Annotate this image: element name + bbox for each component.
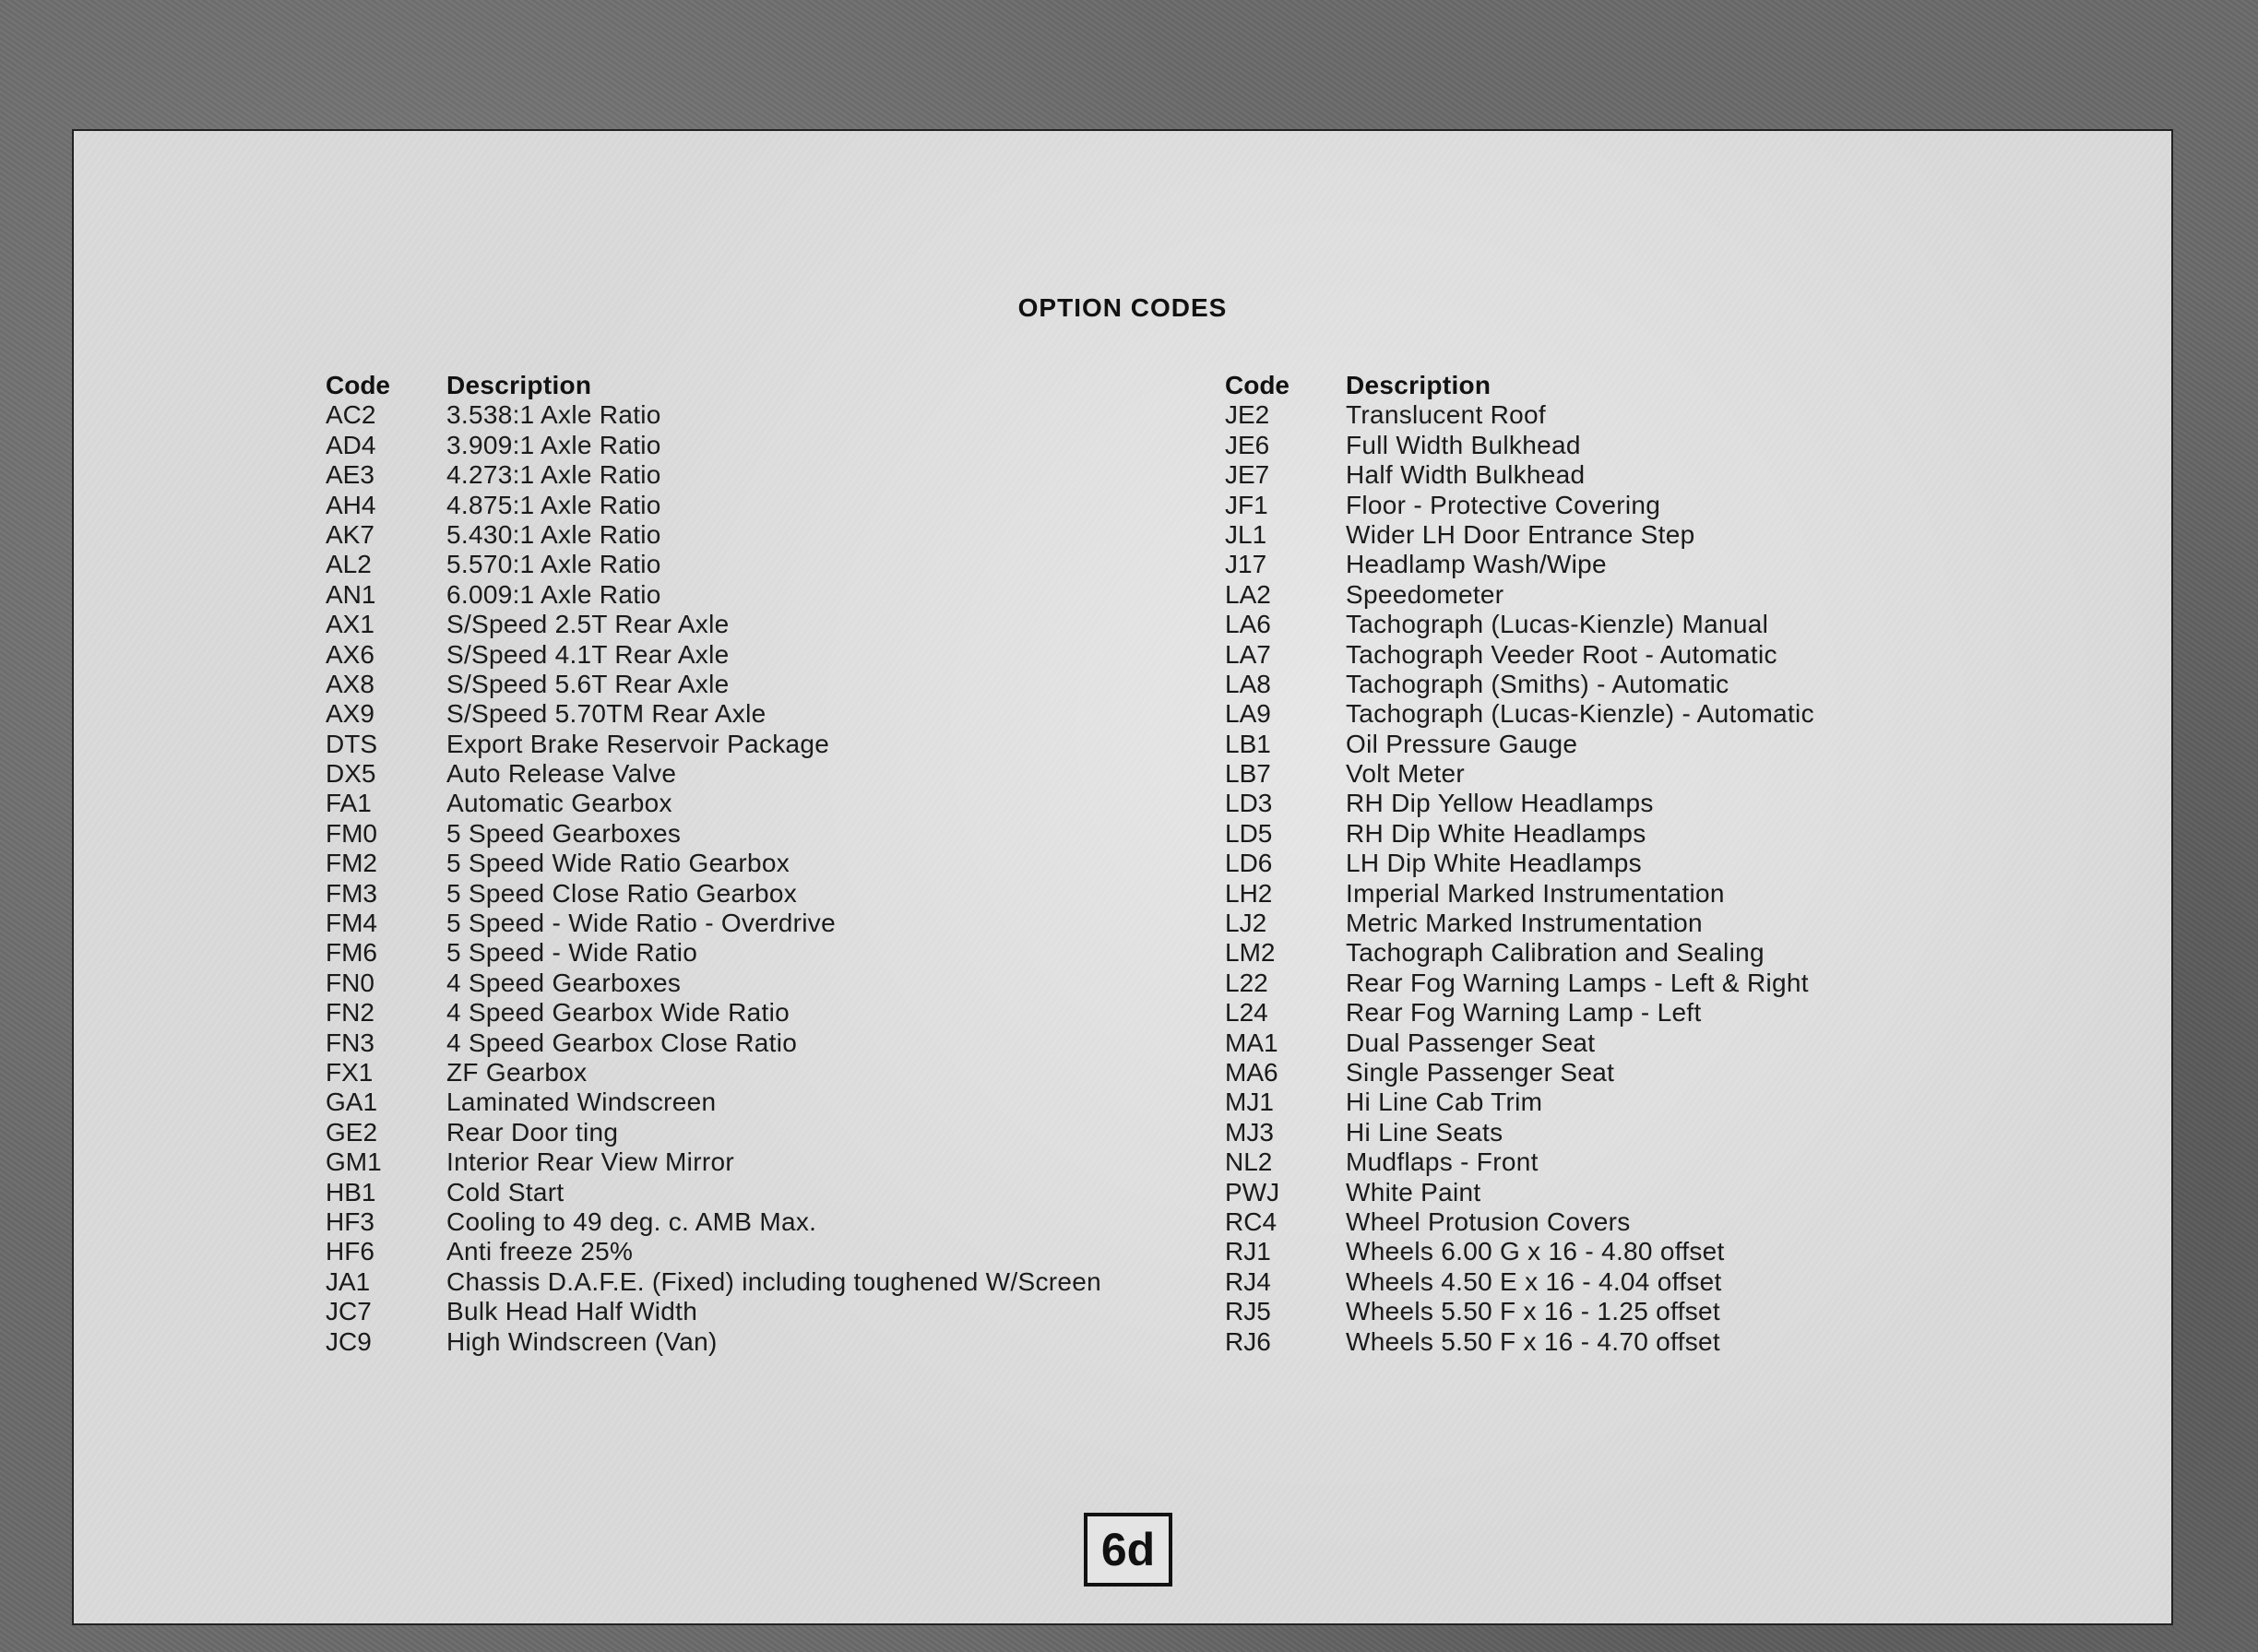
table-row xyxy=(326,938,1101,968)
option-description: 4 Speed Gearbox Close Ratio xyxy=(446,1028,798,1057)
description-header: Description xyxy=(446,371,592,399)
table-row xyxy=(326,580,1101,610)
table-row xyxy=(1225,1297,1814,1326)
option-description: Wheels 4.50 E x 16 - 4.04 offset xyxy=(1346,1266,1722,1296)
option-code: LH2 xyxy=(1225,878,1273,908)
table-row xyxy=(326,1058,1101,1087)
option-description: Rear Fog Warning Lamps - Left & Right xyxy=(1346,968,1809,997)
table-row xyxy=(326,1147,1101,1177)
table-row xyxy=(326,730,1101,759)
table-row xyxy=(1225,610,1814,639)
table-row xyxy=(1225,670,1814,699)
option-description: 5.570:1 Axle Ratio xyxy=(446,550,661,579)
table-row xyxy=(1225,400,1814,430)
option-description: Tachograph (Smiths) - Automatic xyxy=(1346,669,1729,698)
option-description: Laminated Windscreen xyxy=(446,1087,717,1117)
option-description: Hi Line Cab Trim xyxy=(1346,1087,1543,1117)
option-code: LA9 xyxy=(1225,699,1271,729)
option-description: Interior Rear View Mirror xyxy=(446,1147,734,1177)
table-row xyxy=(1225,1028,1814,1058)
option-code: LA8 xyxy=(1225,669,1271,698)
option-description: Rear Door ting xyxy=(446,1117,619,1147)
table-row xyxy=(326,789,1101,818)
option-description: Rear Fog Warning Lamp - Left xyxy=(1346,998,1702,1028)
option-description: 5 Speed Gearboxes xyxy=(446,818,682,848)
table-row xyxy=(1225,730,1814,759)
option-description: Half Width Bulkhead xyxy=(1346,460,1586,490)
option-code: HB1 xyxy=(326,1177,376,1206)
option-code: AN1 xyxy=(326,579,376,609)
option-description: 6.009:1 Axle Ratio xyxy=(446,579,661,609)
option-description: S/Speed 5.6T Rear Axle xyxy=(446,669,730,698)
option-code: LD5 xyxy=(1225,818,1273,848)
option-code: JF1 xyxy=(1225,490,1268,519)
option-code: FM4 xyxy=(326,909,377,938)
option-code: AX8 xyxy=(326,669,374,698)
option-code: LB7 xyxy=(1225,759,1271,789)
option-description: Wheels 6.00 G x 16 - 4.80 offset xyxy=(1346,1237,1725,1266)
option-code: AH4 xyxy=(326,490,376,519)
table-row xyxy=(1225,938,1814,968)
option-code: L22 xyxy=(1225,968,1268,997)
table-row xyxy=(1225,1327,1814,1357)
table-row xyxy=(326,400,1101,430)
right-rows xyxy=(1225,400,1814,1357)
option-description: LH Dip White Headlamps xyxy=(1346,849,1642,878)
table-row xyxy=(1225,1087,1814,1117)
option-code: GM1 xyxy=(326,1147,382,1177)
option-description: Cooling to 49 deg. c. AMB Max. xyxy=(446,1206,817,1236)
option-code: PWJ xyxy=(1225,1177,1280,1206)
option-code: AX6 xyxy=(326,639,374,669)
option-description: S/Speed 4.1T Rear Axle xyxy=(446,639,730,669)
table-row xyxy=(326,1237,1101,1266)
option-description: 4.875:1 Axle Ratio xyxy=(446,490,661,519)
table-row xyxy=(326,550,1101,579)
table-row xyxy=(326,1087,1101,1117)
option-description: Speedometer xyxy=(1346,579,1504,609)
option-code: AD4 xyxy=(326,430,376,459)
option-code: DTS xyxy=(326,729,377,758)
table-row xyxy=(326,610,1101,639)
option-code: HF3 xyxy=(326,1206,374,1236)
option-code: JE6 xyxy=(1225,430,1270,459)
option-description: Wheels 5.50 F x 16 - 1.25 offset xyxy=(1346,1297,1720,1326)
option-code: JC9 xyxy=(326,1326,372,1356)
option-code: JC7 xyxy=(326,1297,372,1326)
option-code: LM2 xyxy=(1225,938,1276,968)
option-code: JE2 xyxy=(1225,400,1270,430)
table-row xyxy=(326,759,1101,789)
option-codes-card xyxy=(72,129,2173,1625)
option-description: Tachograph Veeder Root - Automatic xyxy=(1346,639,1777,669)
option-code: LD3 xyxy=(1225,789,1273,818)
option-description: Chassis D.A.F.E. (Fixed) including toughened W/Screen xyxy=(446,1266,1101,1296)
option-code: AL2 xyxy=(326,550,372,579)
option-code: AE3 xyxy=(326,460,374,490)
option-code: FM0 xyxy=(326,818,377,848)
option-code: FX1 xyxy=(326,1057,374,1087)
table-row xyxy=(326,1178,1101,1207)
option-description: Imperial Marked Instrumentation xyxy=(1346,878,1725,908)
code-header: Code xyxy=(1225,371,1289,399)
table-row xyxy=(1225,580,1814,610)
option-code: FM3 xyxy=(326,878,377,908)
option-code: LJ2 xyxy=(1225,909,1267,938)
option-code: MJ3 xyxy=(1225,1117,1274,1147)
option-code: GE2 xyxy=(326,1117,378,1147)
option-description: 3.538:1 Axle Ratio xyxy=(446,400,661,430)
table-row xyxy=(1225,879,1814,909)
table-row xyxy=(326,1297,1101,1326)
option-description: Wheel Protusion Covers xyxy=(1346,1206,1631,1236)
right-code-table xyxy=(1225,371,1814,1357)
table-row xyxy=(1225,909,1814,938)
option-code: RJ6 xyxy=(1225,1326,1271,1356)
option-description: 5 Speed - Wide Ratio xyxy=(446,938,698,968)
option-description: Automatic Gearbox xyxy=(446,789,672,818)
option-description: Wheels 5.50 F x 16 - 4.70 offset xyxy=(1346,1326,1720,1356)
page-title: OPTION CODES xyxy=(1017,293,1228,322)
table-row xyxy=(1225,1118,1814,1147)
option-description: Bulk Head Half Width xyxy=(446,1297,698,1326)
option-description: High Windscreen (Van) xyxy=(446,1326,718,1356)
table-row xyxy=(1225,969,1814,998)
option-description: Single Passenger Seat xyxy=(1346,1057,1615,1087)
option-code: JL1 xyxy=(1225,519,1267,549)
option-code: FN0 xyxy=(326,968,374,997)
table-row xyxy=(326,1118,1101,1147)
table-row xyxy=(1225,640,1814,670)
option-code: RC4 xyxy=(1225,1206,1278,1236)
table-row xyxy=(1225,699,1814,729)
left-rows xyxy=(326,400,1101,1357)
table-row xyxy=(1225,491,1814,520)
option-description: Auto Release Valve xyxy=(446,759,677,789)
option-description: Volt Meter xyxy=(1346,759,1466,789)
option-description: RH Dip White Headlamps xyxy=(1346,818,1646,848)
option-code: LA6 xyxy=(1225,610,1271,639)
option-code: FM6 xyxy=(326,938,377,968)
table-row xyxy=(1225,759,1814,789)
table-row xyxy=(1225,849,1814,878)
option-description: ZF Gearbox xyxy=(446,1057,588,1087)
option-code: FA1 xyxy=(326,789,372,818)
table-row xyxy=(326,879,1101,909)
option-code: AX1 xyxy=(326,610,374,639)
option-description: Wider LH Door Entrance Step xyxy=(1346,519,1695,549)
option-description: S/Speed 5.70TM Rear Axle xyxy=(446,699,767,729)
option-description: Mudflaps - Front xyxy=(1346,1147,1539,1177)
table-row xyxy=(326,1028,1101,1058)
table-row xyxy=(1225,1237,1814,1266)
option-description: 5.430:1 Axle Ratio xyxy=(446,519,661,549)
option-code: NL2 xyxy=(1225,1147,1273,1177)
code-header: Code xyxy=(326,371,390,399)
table-row xyxy=(326,520,1101,550)
option-code: LA2 xyxy=(1225,579,1271,609)
option-description: 5 Speed - Wide Ratio - Overdrive xyxy=(446,909,836,938)
option-code: GA1 xyxy=(326,1087,378,1117)
table-row xyxy=(1225,1207,1814,1237)
table-row xyxy=(326,909,1101,938)
option-code: FN2 xyxy=(326,998,374,1028)
option-code: RJ1 xyxy=(1225,1237,1271,1266)
option-description: Hi Line Seats xyxy=(1346,1117,1503,1147)
option-description: 4.273:1 Axle Ratio xyxy=(446,460,661,490)
option-description: Cold Start xyxy=(446,1177,564,1206)
option-code: RJ4 xyxy=(1225,1266,1271,1296)
option-description: 3.909:1 Axle Ratio xyxy=(446,430,661,459)
option-code: AX9 xyxy=(326,699,374,729)
option-description: Translucent Roof xyxy=(1346,400,1546,430)
option-description: 4 Speed Gearbox Wide Ratio xyxy=(446,998,790,1028)
option-description: 5 Speed Close Ratio Gearbox xyxy=(446,878,798,908)
right-table-header xyxy=(1225,371,1814,400)
option-description: Floor - Protective Covering xyxy=(1346,490,1661,519)
table-row xyxy=(326,969,1101,998)
table-row xyxy=(1225,460,1814,490)
option-code: AK7 xyxy=(326,519,374,549)
option-description: White Paint xyxy=(1346,1177,1481,1206)
table-row xyxy=(1225,819,1814,849)
option-code: JA1 xyxy=(326,1266,371,1296)
option-description: 4 Speed Gearboxes xyxy=(446,968,682,997)
option-code: FN3 xyxy=(326,1028,374,1057)
option-description: Oil Pressure Gauge xyxy=(1346,729,1578,758)
option-code: MA6 xyxy=(1225,1057,1278,1087)
page-number-box: 6d xyxy=(1084,1513,1172,1587)
option-code: LB1 xyxy=(1225,729,1271,758)
option-description: Full Width Bulkhead xyxy=(1346,430,1581,459)
table-row xyxy=(326,1327,1101,1357)
option-code: HF6 xyxy=(326,1237,374,1266)
table-row xyxy=(326,491,1101,520)
table-row xyxy=(326,1207,1101,1237)
option-description: Tachograph Calibration and Sealing xyxy=(1346,938,1765,968)
option-description: S/Speed 2.5T Rear Axle xyxy=(446,610,730,639)
option-description: Dual Passenger Seat xyxy=(1346,1028,1596,1057)
option-code: DX5 xyxy=(326,759,376,789)
table-row xyxy=(326,998,1101,1028)
option-description: Headlamp Wash/Wipe xyxy=(1346,550,1607,579)
table-row xyxy=(1225,1267,1814,1297)
option-description: Tachograph (Lucas-Kienzle) - Automatic xyxy=(1346,699,1814,729)
option-description: Anti freeze 25% xyxy=(446,1237,634,1266)
option-code: RJ5 xyxy=(1225,1297,1271,1326)
option-code: J17 xyxy=(1225,550,1267,579)
table-row xyxy=(1225,431,1814,460)
table-row xyxy=(1225,1178,1814,1207)
option-code: MA1 xyxy=(1225,1028,1278,1057)
table-row xyxy=(326,460,1101,490)
table-row xyxy=(1225,1147,1814,1177)
left-code-table xyxy=(326,371,1101,1357)
table-row xyxy=(1225,550,1814,579)
option-code: FM2 xyxy=(326,849,377,878)
option-code: AC2 xyxy=(326,400,376,430)
option-code: JE7 xyxy=(1225,460,1270,490)
description-header: Description xyxy=(1346,371,1491,399)
option-code: LD6 xyxy=(1225,849,1273,878)
left-table-header xyxy=(326,371,1101,400)
option-code: L24 xyxy=(1225,998,1268,1028)
table-row xyxy=(326,699,1101,729)
option-description: Tachograph (Lucas-Kienzle) Manual xyxy=(1346,610,1769,639)
table-row xyxy=(326,670,1101,699)
table-row xyxy=(1225,1058,1814,1087)
option-description: Metric Marked Instrumentation xyxy=(1346,909,1703,938)
table-row xyxy=(1225,998,1814,1028)
option-description: 5 Speed Wide Ratio Gearbox xyxy=(446,849,790,878)
table-row xyxy=(326,1267,1101,1297)
table-row xyxy=(326,849,1101,878)
table-row xyxy=(1225,520,1814,550)
option-description: RH Dip Yellow Headlamps xyxy=(1346,789,1654,818)
option-description: Export Brake Reservoir Package xyxy=(446,729,830,758)
option-code: LA7 xyxy=(1225,639,1271,669)
table-row xyxy=(1225,789,1814,818)
table-row xyxy=(326,819,1101,849)
table-row xyxy=(326,431,1101,460)
option-code: MJ1 xyxy=(1225,1087,1274,1117)
table-row xyxy=(326,640,1101,670)
